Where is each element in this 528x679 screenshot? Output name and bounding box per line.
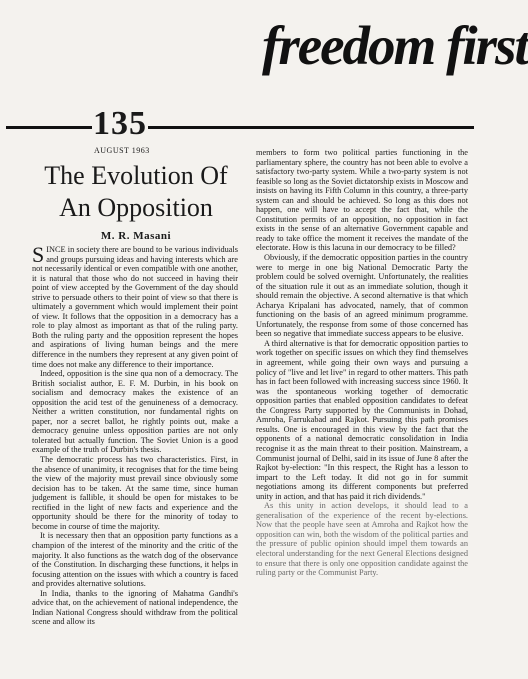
paragraph <box>32 242 238 369</box>
paragraph: As this unity in action develops, it should lead to a generalisation of the experience of the recent by-elections. Now that the people have seen at Amroha and Rajkot how the opposition can win, both the wisdom of the political parties and the pressure of public opinion should impel them towards an electoral understanding for the next General Elections designed to ensure that there is only one opposition candidate against the ruling party or the Communist Party. <box>256 501 468 578</box>
rule-right <box>148 126 474 129</box>
article-column-left <box>32 242 238 627</box>
article-byline: M. R. Masani <box>100 230 172 242</box>
masthead-title: freedom first <box>262 15 528 76</box>
paragraph: Indeed, opposition is the sine qua non of a democracy. The British socialist author, E. F. M. Durbin, in his book on socialism and democracy makes the existence of an opposition the acid test of the genuineness of a democracy. Neither a written constitution, nor fundamental rights on paper, nor a secret ballot, he rightly points out, make a democracy genuine unless opposition parties are not only tolerated but actually function. The Soviet Union is a good example of the truth of Durbin's thesis. <box>32 369 238 455</box>
paragraph: The democratic process has two characteristics. First, in the absence of unanimity, it recognises that for the time being the view of the majority must prevail since obviously some decision has to be taken. At the same time, since human judgement is fallible, it should be open for mistakes to be rectified in the light of new facts and experience and the opportunity should be there for the minority of today to become in course of time the majority. <box>32 455 238 531</box>
article-column-right <box>256 148 468 578</box>
issue-date: AUGUST 1963 <box>94 146 150 155</box>
drop-cap: S <box>32 242 45 267</box>
paragraph-text: INCE in society there are bound to be various individuals and groups pursuing ideas and having interests which are not necessarily identical or even compatible with one another, it is natural that those who do not succeed in having their point of view accepted by the Government of the day should strive to persuade others to their point of view so that there is ultimately a government which would implement their point of view. It follows that the opposition in a democracy has a role to play almost as important as that of the ruling party. Both the ruling party and the opposition represent the hopes and aspirations of living human beings and the mere difference in the numbers they represent at any given point of time does not make any difference to their importance. <box>32 245 238 369</box>
paragraph: A third alternative is that for democratic opposition parties to work together on specific issues on which they find themselves in agreement, while going their own ways and pursuing a policy of "live and let live" in regard to other matters. This path has in fact been followed with increasing success since 1960. It was the spontaneous working together of democratic opposition parties that enabled opposition candidates to defeat the Congress Party supported by the Communists in Dohad, Amroha, Farrukabad and Rajkot. Pursuing this path promises results. One is encouraged in this view by the fact that the opponents of a national democratic consolidation in India recognise it as the main threat to their position. Mainstream, a Communist journal of Delhi, said in its issue of June 8 after the Rajkot by-election: "In this respect, the Right has a lesson to impart to the Left today. It did not go in for summit negotiations among its different components but preferred unity in action, and that has paid it rich dividends." <box>256 338 468 501</box>
issue-number: 135 <box>93 105 147 142</box>
paragraph: Obviously, if the democratic opposition parties in the country were to merge in one big National Democratic Party the problem could be solved overnight. Unfortunately, the realities of the situation rule it out as an immediate solution, though it should remain the objective. A second alternative is that which Acharya Kripalani has advocated, namely, that of common functioning on the basis of an agreed minimum programme. Unfortunately, the response from some of those concerned has been so negative that immediate success appears to be elusive. <box>256 253 468 339</box>
article-headline: The Evolution Of An Opposition <box>44 161 228 222</box>
paragraph: It is necessary then that an opposition party functions as a champion of the interest of the minority and the critic of the majority. It also functions as the watch dog of the observance of the Constitution. In discharging these functions, it helps in focusing attention on the issues with which a country is faced and provides alternative solutions. <box>32 531 238 589</box>
paragraph: In India, thanks to the ignoring of Mahatma Gandhi's advice that, on the achievement of national independence, the Indian National Congress should withdraw from the political scene and allow its <box>32 588 238 627</box>
rule-left <box>6 126 92 129</box>
paragraph: members to form two political parties functioning in the parliamentary sphere, the country has not been able to evolve a satisfactory two-party system. While a two-party system is not feasible so long as the Soviet dictatorship exists in Moscow and insists on having its Fifth Column in this country, a three-party system can and should be achieved. So long as this does not happen, one will have to accept the fact that, while the Constitution permits of an opposition, no opposition in fact exists in the sense of an alternative Government capable and ready to take office the moment it receives the mandate of the electorate. How is this lacuna in our democracy to be filled? <box>256 148 468 253</box>
